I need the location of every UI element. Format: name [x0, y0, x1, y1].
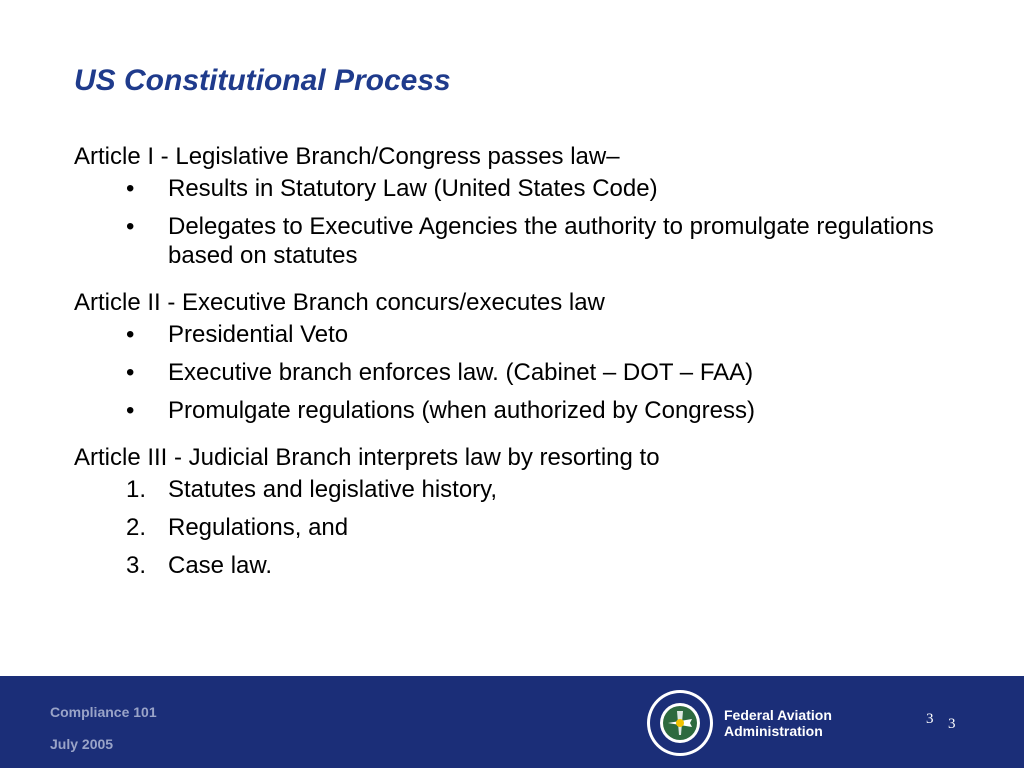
faa-seal-icon	[646, 689, 714, 757]
list-item-text: Promulgate regulations (when authorized by Congress)	[168, 397, 755, 424]
list-item	[74, 551, 974, 580]
list-item	[74, 320, 974, 349]
list-item	[74, 513, 974, 542]
list-item	[74, 396, 974, 425]
presentation-date: July 2005	[50, 736, 114, 752]
list-item-text: Case law.	[168, 552, 273, 579]
bullet-list	[74, 320, 974, 425]
list-item-text: Regulations, and	[168, 514, 349, 541]
list-item-text: Results in Statutory Law (United States Code)	[168, 175, 658, 202]
agency-name-line-1: Federal Aviation	[724, 707, 832, 723]
bullet-marker: •	[126, 213, 135, 240]
section-article-1	[74, 140, 974, 270]
list-item	[74, 475, 974, 504]
section-article-2	[74, 286, 974, 425]
bullet-marker: •	[126, 397, 135, 424]
numbered-list	[74, 475, 974, 580]
list-item	[74, 212, 974, 270]
slide-number: 3	[948, 716, 956, 732]
number-marker: 2.	[126, 514, 147, 541]
course-name: Compliance 101	[50, 704, 157, 720]
list-item-text: Statutes and legislative history,	[168, 476, 498, 503]
list-item-text: Delegates to Executive Agencies the authority to promulgate regulations based on statutes	[168, 213, 934, 269]
list-item	[74, 174, 974, 203]
page-number: 3	[926, 711, 934, 727]
list-item-text: Presidential Veto	[168, 321, 349, 348]
section-article-3	[74, 441, 974, 580]
slide-title: US Constitutional Process	[74, 64, 451, 97]
slide-body	[74, 140, 974, 589]
number-marker: 3.	[126, 552, 147, 579]
bullet-marker: •	[126, 175, 135, 202]
bullet-list	[74, 174, 974, 270]
bullet-marker: •	[126, 359, 135, 386]
agency-name	[724, 707, 832, 739]
section-heading: Article I - Legislative Branch/Congress passes law–	[74, 143, 620, 170]
section-heading: Article II - Executive Branch concurs/executes law	[74, 289, 605, 316]
bullet-marker: •	[126, 321, 135, 348]
list-item-text: Executive branch enforces law. (Cabinet – DOT – FAA)	[168, 359, 754, 386]
list-item	[74, 358, 974, 387]
agency-name-line-2: Administration	[724, 723, 823, 739]
number-marker: 1.	[126, 476, 147, 503]
section-heading: Article III - Judicial Branch interprets law by resorting to	[74, 444, 660, 471]
footer-bar	[0, 676, 1024, 768]
